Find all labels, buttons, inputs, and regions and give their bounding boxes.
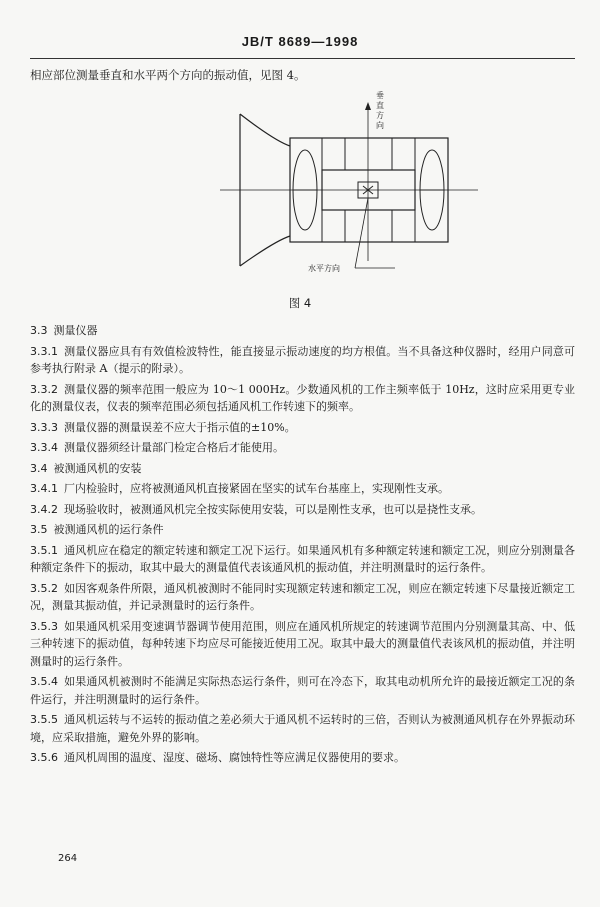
section-text: 测量仪器须经计量部门检定合格后才能使用。 [64,441,284,454]
document-body [30,322,575,770]
section-number: 3.3 [30,324,48,337]
section-text: 如因客观条件所限，通风机被测时不能同时实现额定转速和额定工况，则应在额定转速下尽量接近额定工况，测量其振动值，并记录测量时的运行条件。 [30,581,575,612]
section-text: 如果通风机被测时不能满足实际热态运行条件，则可在冷态下，取其电动机所允许的最接近额定工况的条件运行，并注明测量时的运行条件。 [30,675,575,706]
section-text: 厂内检验时，应将被测通风机直接紧固在坚实的试车台基座上，实现刚性支承。 [64,482,449,495]
section-3-5 [30,521,575,539]
vertical-label-1: 垂 [376,91,384,100]
section-3-3-3 [30,419,575,437]
section-3-3-4 [30,439,575,457]
horizontal-label: 水平方向 [308,264,340,273]
section-3-3 [30,322,575,340]
section-3-5-2 [30,580,575,615]
section-number: 3.5.4 [30,675,58,688]
section-text: 如果通风机采用变速调节器调节使用范围，则应在通风机所规定的转速调节范围内分别测量其高、中、低三种转速下的振动值，每种转速下均应尽可能接近使用工况。取其中最大的测量值代表该风机的振动值，并注明测量时的运行条件。 [30,619,575,668]
section-number: 3.5 [30,523,48,536]
section-number: 3.4 [30,461,48,475]
section-text: 通风机应在稳定的额定转速和额定工况下运行。如果通风机有多种额定转速和额定工况，则应分别测量各种额定条件下的振动，取其中最大的测量值代表该通风机的振动值，并注明测量时的运行条件。 [30,543,575,574]
section-3-4-1 [30,480,575,498]
page-number: 264 [58,853,78,864]
section-text: 被测通风机的运行条件 [53,523,164,536]
section-text: 通风机运转与不运转的振动值之差必须大于通风机不运转时的三倍，否则认为被测通风机存在外界振动环境，应采取措施，避免外界的影响。 [30,713,575,744]
section-text: 测量仪器的测量误差不应大于指示值的±10%。 [64,420,296,434]
intro-paragraph: 相应部位测量垂直和水平两个方向的振动值，见图 4。 [30,68,306,82]
section-3-5-3 [30,618,575,671]
vertical-label-4: 向 [376,121,384,130]
section-3-5-6 [30,749,575,767]
section-text: 通风机周围的温度、湿度、磁场、腐蚀特性等应满足仪器使用的要求。 [64,751,405,764]
vertical-label-2: 直 [376,101,384,110]
section-number: 3.3.1 [30,344,58,358]
fan-diagram-svg [220,86,480,286]
section-number: 3.3.4 [30,441,58,454]
section-number: 3.5.1 [30,543,58,557]
section-number: 3.4.1 [30,482,58,495]
section-number: 3.4.2 [30,502,58,516]
vertical-arrow [365,102,371,110]
figure-caption: 图 4 [288,296,312,310]
section-3-5-5 [30,711,575,746]
section-number: 3.5.3 [30,619,58,633]
standard-header: JB/T 8689—1998 [241,34,359,49]
vertical-label-3: 方 [376,111,384,120]
section-number: 3.5.6 [30,751,58,764]
section-number: 3.3.3 [30,420,58,434]
section-number: 3.5.5 [30,713,58,726]
section-text: 测量仪器应具有有效值检波特性，能直接显示振动速度的均方根值。当不具备这种仪器时，经用户同意可参考执行附录 A（提示的附录）。 [30,344,575,375]
section-text: 被测通风机的安装 [53,461,142,475]
section-3-3-2 [30,381,575,416]
fan-vibration-diagram [220,86,480,286]
section-3-4 [30,460,575,478]
section-text: 测量仪器的频率范围一般应为 10～1 000Hz。少数通风机的工作主频率低于 10Hz，这时应采用更专业化的测量仪表，仪表的频率范围必须包括通风机工作转速下的频率。 [30,382,575,413]
section-text: 现场验收时，被测通风机完全按实际使用安装，可以是刚性支承，也可以是挠性支承。 [64,502,482,516]
section-number: 3.3.2 [30,382,58,396]
header-divider [30,58,575,59]
section-number: 3.5.2 [30,581,58,595]
section-text: 测量仪器 [53,324,98,337]
section-3-4-2 [30,501,575,519]
section-3-5-1 [30,542,575,577]
section-3-3-1 [30,343,575,378]
section-3-5-4 [30,673,575,708]
